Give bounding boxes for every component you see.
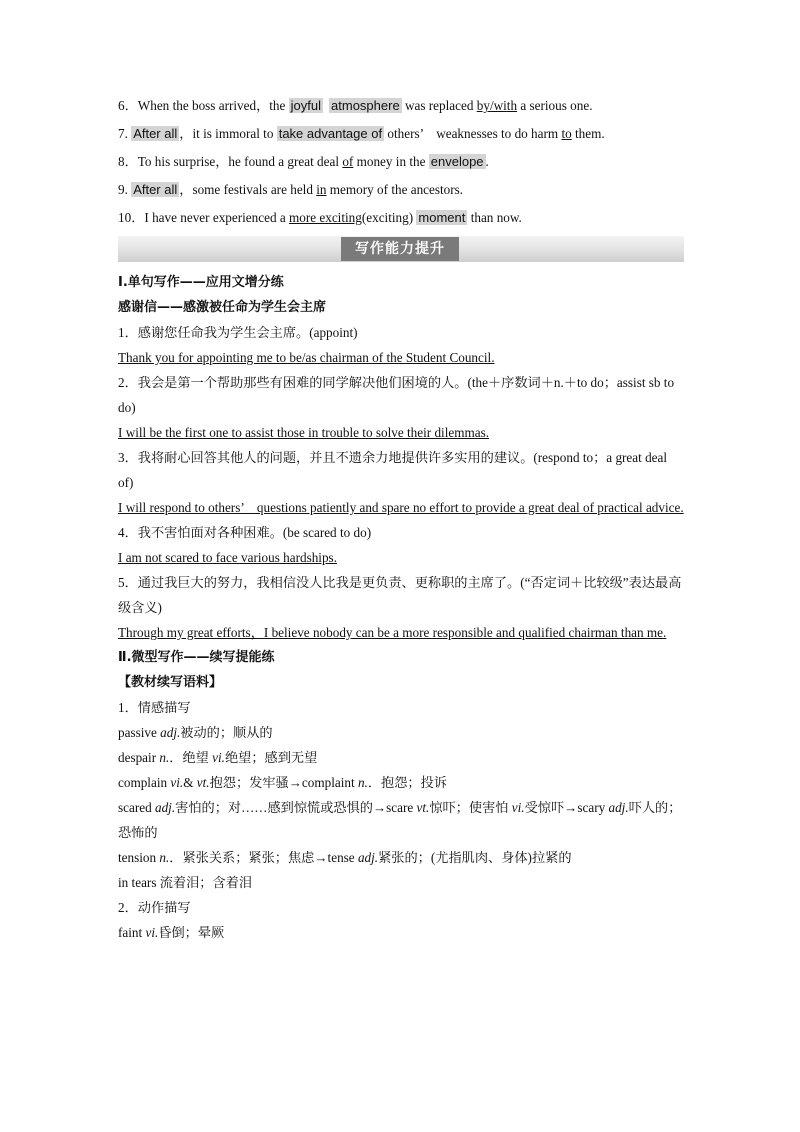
- vocab-faint: [118, 920, 684, 945]
- highlighted-answer: envelope: [430, 154, 484, 169]
- vocab-word: in tears: [118, 875, 160, 890]
- exercise-number: 10．: [118, 210, 145, 225]
- highlighted-answer: After all: [133, 126, 178, 141]
- vocab-word: passive: [118, 725, 161, 740]
- sentence-text: others’ weaknesses to do harm: [384, 126, 562, 141]
- exercise-7: [118, 121, 684, 146]
- vocab-definition: 吓人的；恐怖的: [118, 800, 682, 840]
- sentence-text: money in the: [353, 154, 429, 169]
- vocab-definition: 抱怨；发牢骚→complaint: [209, 775, 358, 790]
- vocab-definition: 被动的；顺从的: [180, 725, 273, 740]
- question-4: 4．我不害怕面对各种困难。(be scared to do): [118, 525, 372, 540]
- sentence-text: memory of the ancestors.: [326, 182, 464, 197]
- part-of-speech: vt.: [196, 775, 210, 790]
- answer-2: I will be the first one to assist those in trouble to solve their dilemmas.: [118, 425, 490, 440]
- part-of-speech: n.: [357, 775, 368, 790]
- highlighted-answer: moment: [418, 210, 466, 225]
- vocab-definition: 流着泪；含着泪: [159, 875, 253, 890]
- sentence-text: than now.: [467, 210, 522, 225]
- section-title: 写作能力提升: [341, 237, 459, 261]
- vocab-word: complain: [118, 775, 171, 790]
- sentence-text: ，it is immoral to: [179, 126, 277, 141]
- exercise-number: 9.: [118, 182, 132, 197]
- sentence-text: To his surprise，he found a great deal: [137, 154, 343, 169]
- part-of-speech: n.: [159, 850, 170, 865]
- vocab-definition: ．绝望: [169, 750, 213, 765]
- vocab-definition: &: [183, 775, 197, 790]
- vocab-definition: ．抱怨；投诉: [367, 775, 447, 790]
- answer-3: I will respond to others’ questions patiently and spare no effort to provide a great deal of practical advice.: [118, 500, 684, 515]
- part2-sub1: 1．情感描写: [118, 700, 191, 715]
- highlighted-answer: After all: [133, 182, 178, 197]
- part-of-speech: vi.: [212, 750, 225, 765]
- part1-subheading: 感谢信——感激被任命为学生会主席: [118, 300, 327, 315]
- sentence-text: I have never experienced a: [144, 210, 289, 225]
- sentence-text: (exciting): [361, 210, 417, 225]
- question-3: 3．我将耐心回答其他人的问题，并且不遗余力地提供许多实用的建议。(respond to；a great deal of): [118, 450, 668, 490]
- part-of-speech: adj.: [154, 800, 176, 815]
- vocab-definition: 绝望；感到无望: [224, 750, 318, 765]
- part-of-speech: n.: [159, 750, 170, 765]
- answer-4: I am not scared to face various hardships.: [118, 550, 337, 565]
- vocab-passive: [118, 720, 684, 745]
- sentence-text: When the boss arrived，the: [137, 98, 289, 113]
- document-page: [118, 90, 684, 945]
- part1-heading: Ⅰ.单句写作——应用文增分练: [118, 275, 284, 290]
- part-of-speech: adj.: [608, 800, 629, 815]
- vocab-tension: [118, 845, 684, 870]
- part2-bracket-heading: 【教材续写语料】: [118, 675, 223, 690]
- sentence-text: was replaced: [401, 98, 477, 113]
- vocab-definition: 惊吓；使害怕: [429, 800, 512, 815]
- answer-5: Through my great efforts，I believe nobody can be a more responsible and qualified chairman than me.: [118, 625, 667, 640]
- exercise-9: [118, 177, 684, 202]
- vocab-scared: [118, 795, 684, 845]
- vocab-word: faint: [118, 925, 146, 940]
- part2-heading: Ⅱ.微型写作——续写提能练: [118, 650, 275, 665]
- sentence-text: ，some festivals are held: [179, 182, 317, 197]
- exercise-8: [118, 149, 684, 174]
- sentence-text: a serious one.: [517, 98, 593, 113]
- vocab-word: despair: [118, 750, 160, 765]
- sentence-text: them.: [571, 126, 605, 141]
- part-of-speech: adj.: [357, 850, 379, 865]
- answer-1: Thank you for appointing me to be/as chairman of the Student Council.: [118, 350, 495, 365]
- underlined-answer: by/with: [476, 98, 518, 113]
- part-of-speech: vi.: [145, 925, 159, 940]
- part-of-speech: vi.: [511, 800, 525, 815]
- vocab-despair: [118, 745, 684, 770]
- underlined-answer: to: [561, 126, 572, 141]
- vocab-word: scared: [118, 800, 155, 815]
- question-5: 5．通过我巨大的努力，我相信没人比我是更负责、更称职的主席了。(“否定词＋比较级”表达最高级含义): [118, 575, 682, 615]
- part-of-speech: vi.: [170, 775, 184, 790]
- underlined-answer: more exciting: [288, 210, 362, 225]
- exercise-number: 6．: [118, 98, 138, 113]
- exercise-number: 7.: [118, 126, 132, 141]
- underlined-answer: in: [316, 182, 327, 197]
- vocab-definition: ．紧张关系；紧张；焦虑→tense: [169, 850, 358, 865]
- vocab-definition: 受惊吓→scary: [524, 800, 609, 815]
- vocab-complain: [118, 770, 684, 795]
- highlighted-answer: take advantage of: [278, 126, 383, 141]
- sentence-text: .: [485, 154, 489, 169]
- vocab-definition: 昏倒；晕厥: [158, 925, 225, 940]
- highlighted-answer: atmosphere: [331, 98, 400, 113]
- vocab-in-tears: [118, 870, 684, 895]
- part2-sub2: 2．动作描写: [118, 900, 191, 915]
- question-2: 2．我会是第一个帮助那些有困难的同学解决他们困境的人。(the＋序数词＋n.＋to do；assist sb to do): [118, 375, 675, 415]
- part-of-speech: vt.: [416, 800, 430, 815]
- underlined-answer: of: [342, 154, 354, 169]
- vocab-definition: 紧张的；(尤指肌肉、身体)拉紧的: [378, 850, 572, 865]
- vocab-definition: 害怕的；对……感到惊慌或恐惧的→scare: [175, 800, 417, 815]
- question-1: 1．感谢您任命我为学生会主席。(appoint): [118, 325, 358, 340]
- exercise-6: [118, 93, 684, 118]
- vocab-word: tension: [118, 850, 160, 865]
- exercise-number: 8．: [118, 154, 138, 169]
- highlighted-answer: joyful: [290, 98, 322, 113]
- exercise-10: [118, 205, 684, 230]
- section-title-bar: [118, 236, 684, 262]
- part-of-speech: adj.: [160, 725, 181, 740]
